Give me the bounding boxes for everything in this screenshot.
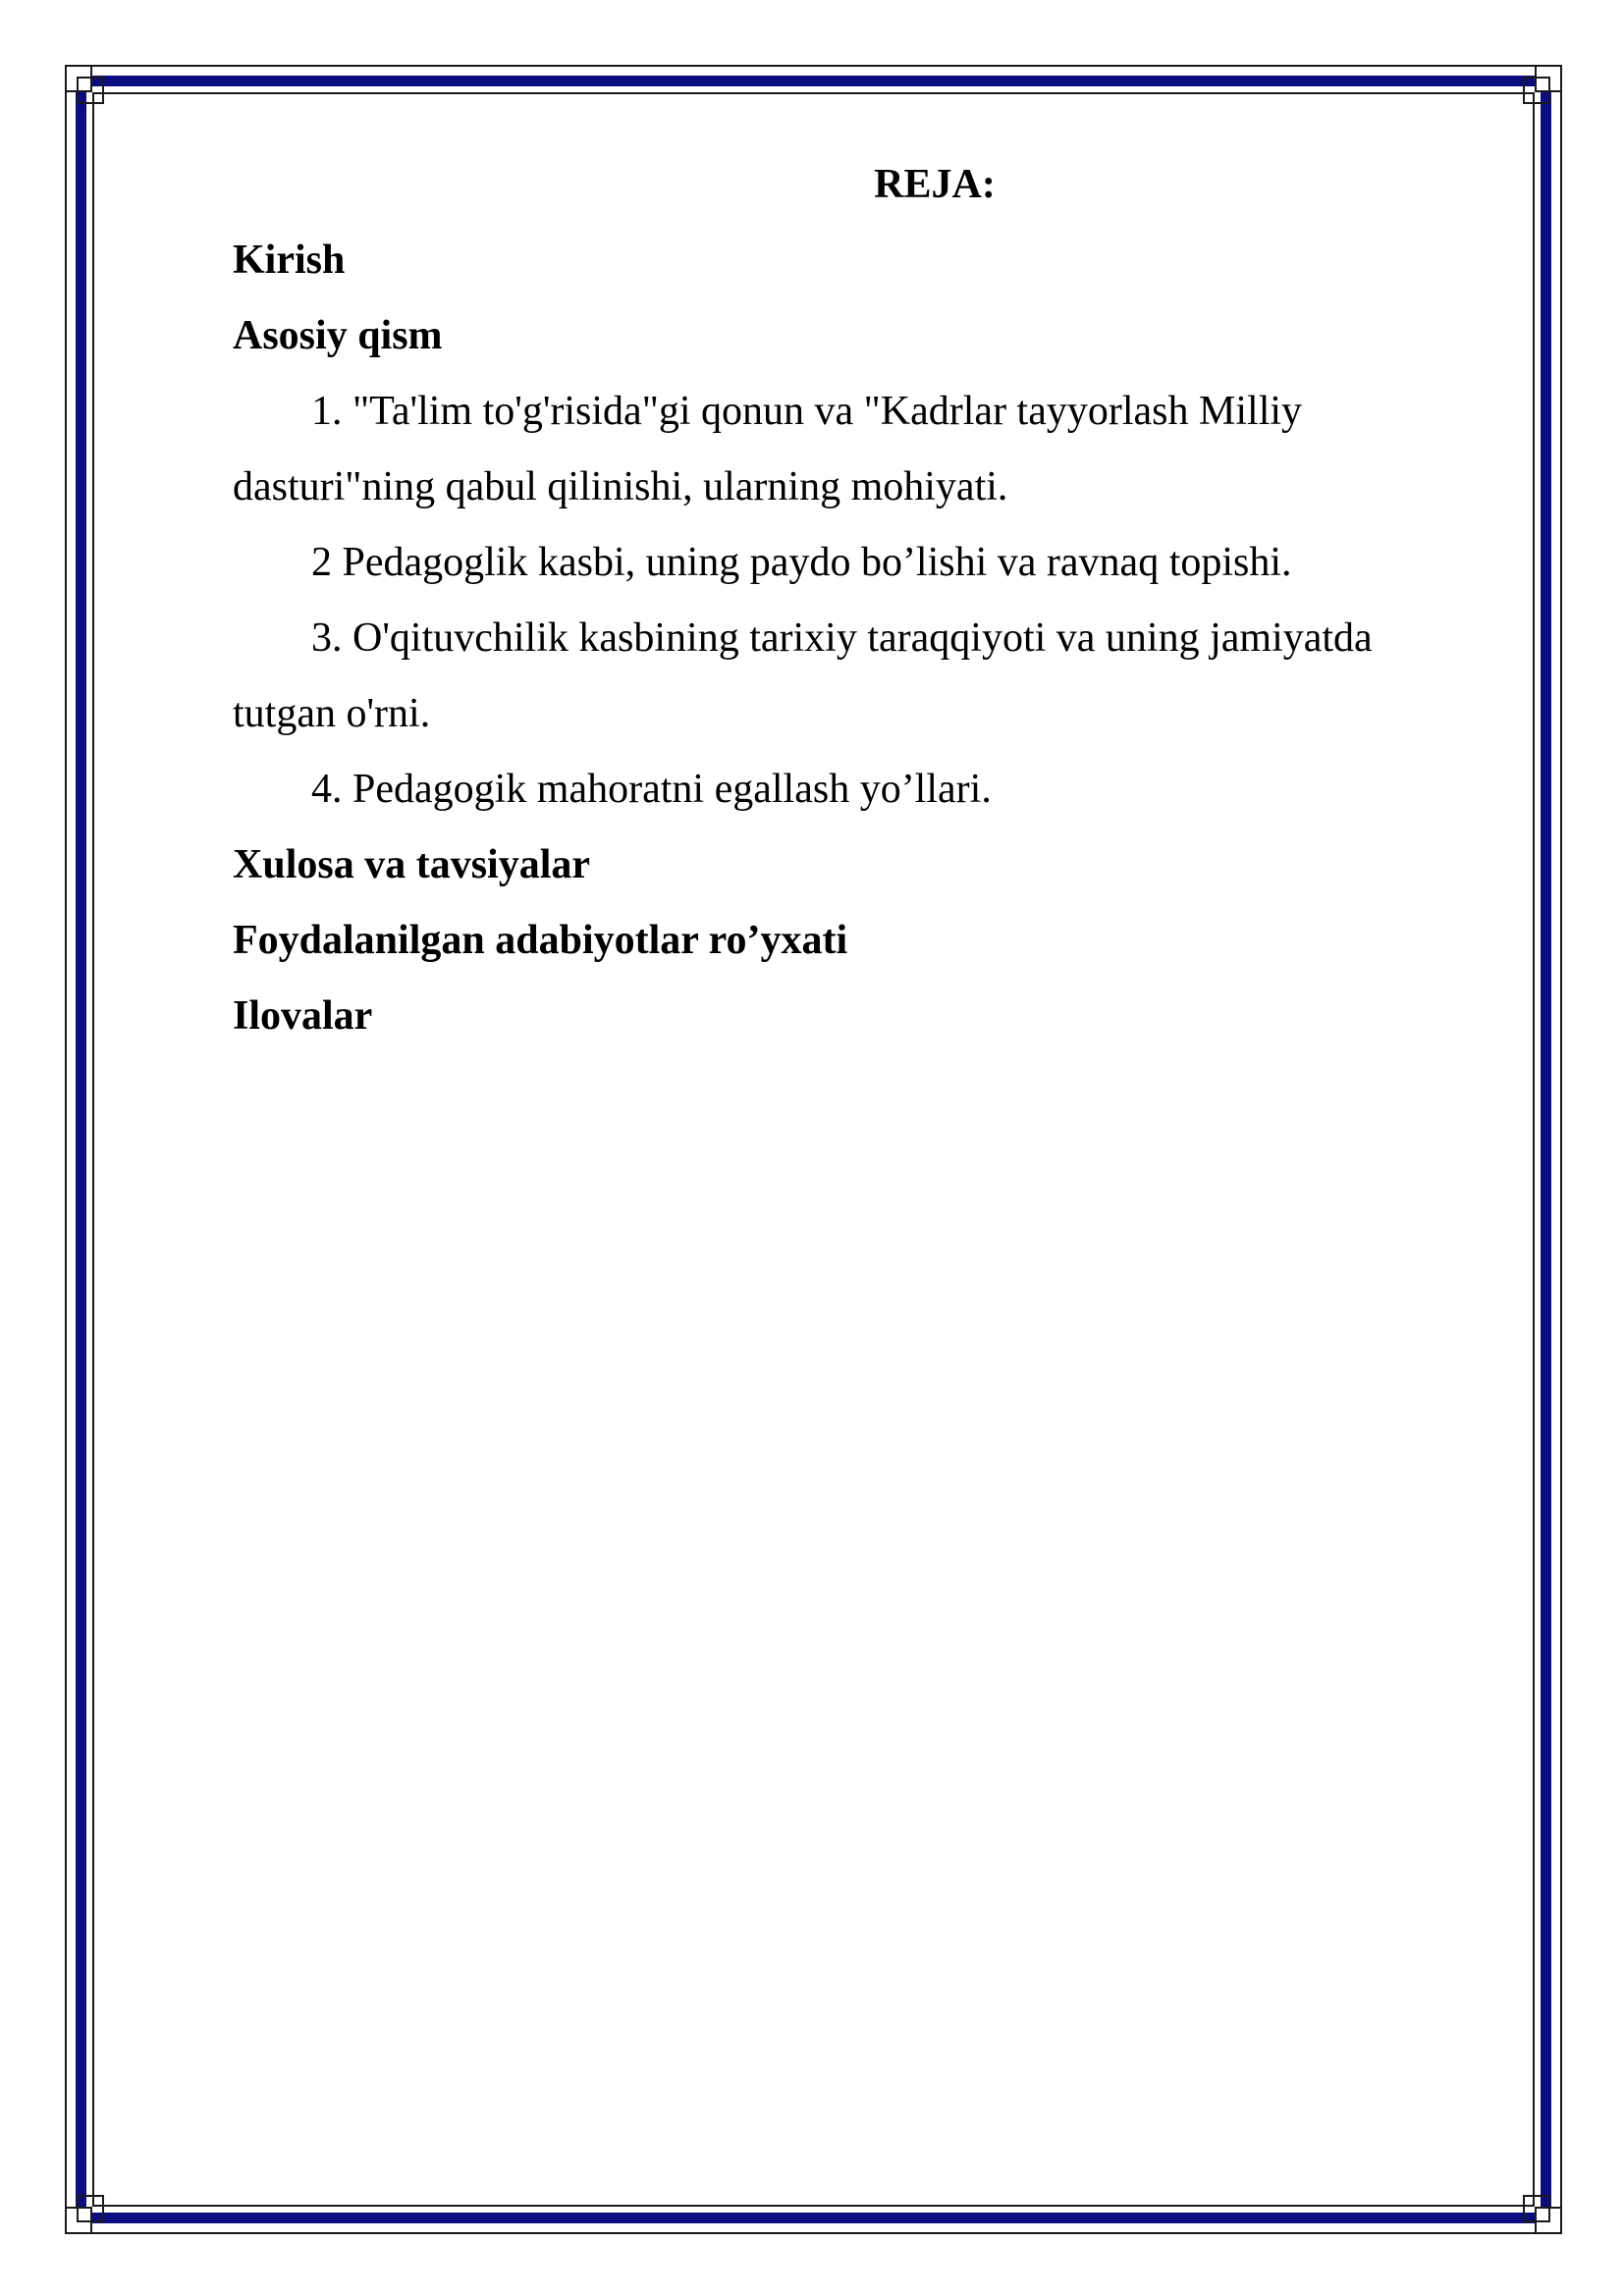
section-introduction: Kirish (233, 238, 346, 283)
border-corner-ornament (65, 2195, 104, 2234)
border-corner-ornament (1523, 2195, 1562, 2234)
plan-item-4: 4. Pedagogik mahoratni egallash yo’llari. (311, 767, 992, 812)
plan-item-2: 2 Pedagoglik kasbi, uning paydo bo’lishi va ravnaq topishi. (311, 540, 1292, 585)
border-corner-ornament (1523, 65, 1562, 104)
section-main-part: Asosiy qism (233, 313, 443, 358)
plan-item-3: 3. O'qituvchilik kasbining tarixiy taraqqiyoti va uning jamiyatda tutgan o'rni. (233, 615, 1373, 736)
section-conclusion: Xulosa va tavsiyalar (233, 842, 591, 887)
section-appendices: Ilovalar (233, 993, 373, 1039)
border-corner-ornament (65, 65, 104, 104)
page-title: REJA: (874, 162, 996, 207)
plan-item-1: 1. "Ta'lim to'g'risida"gi qonun va "Kadrlar tayyorlash Milliy dasturi"ning qabul qilinishi, ularning mohiyati. (233, 389, 1303, 509)
plan-content (233, 147, 1440, 1054)
section-references: Foydalanilgan adabiyotlar ro’yxati (233, 918, 848, 963)
